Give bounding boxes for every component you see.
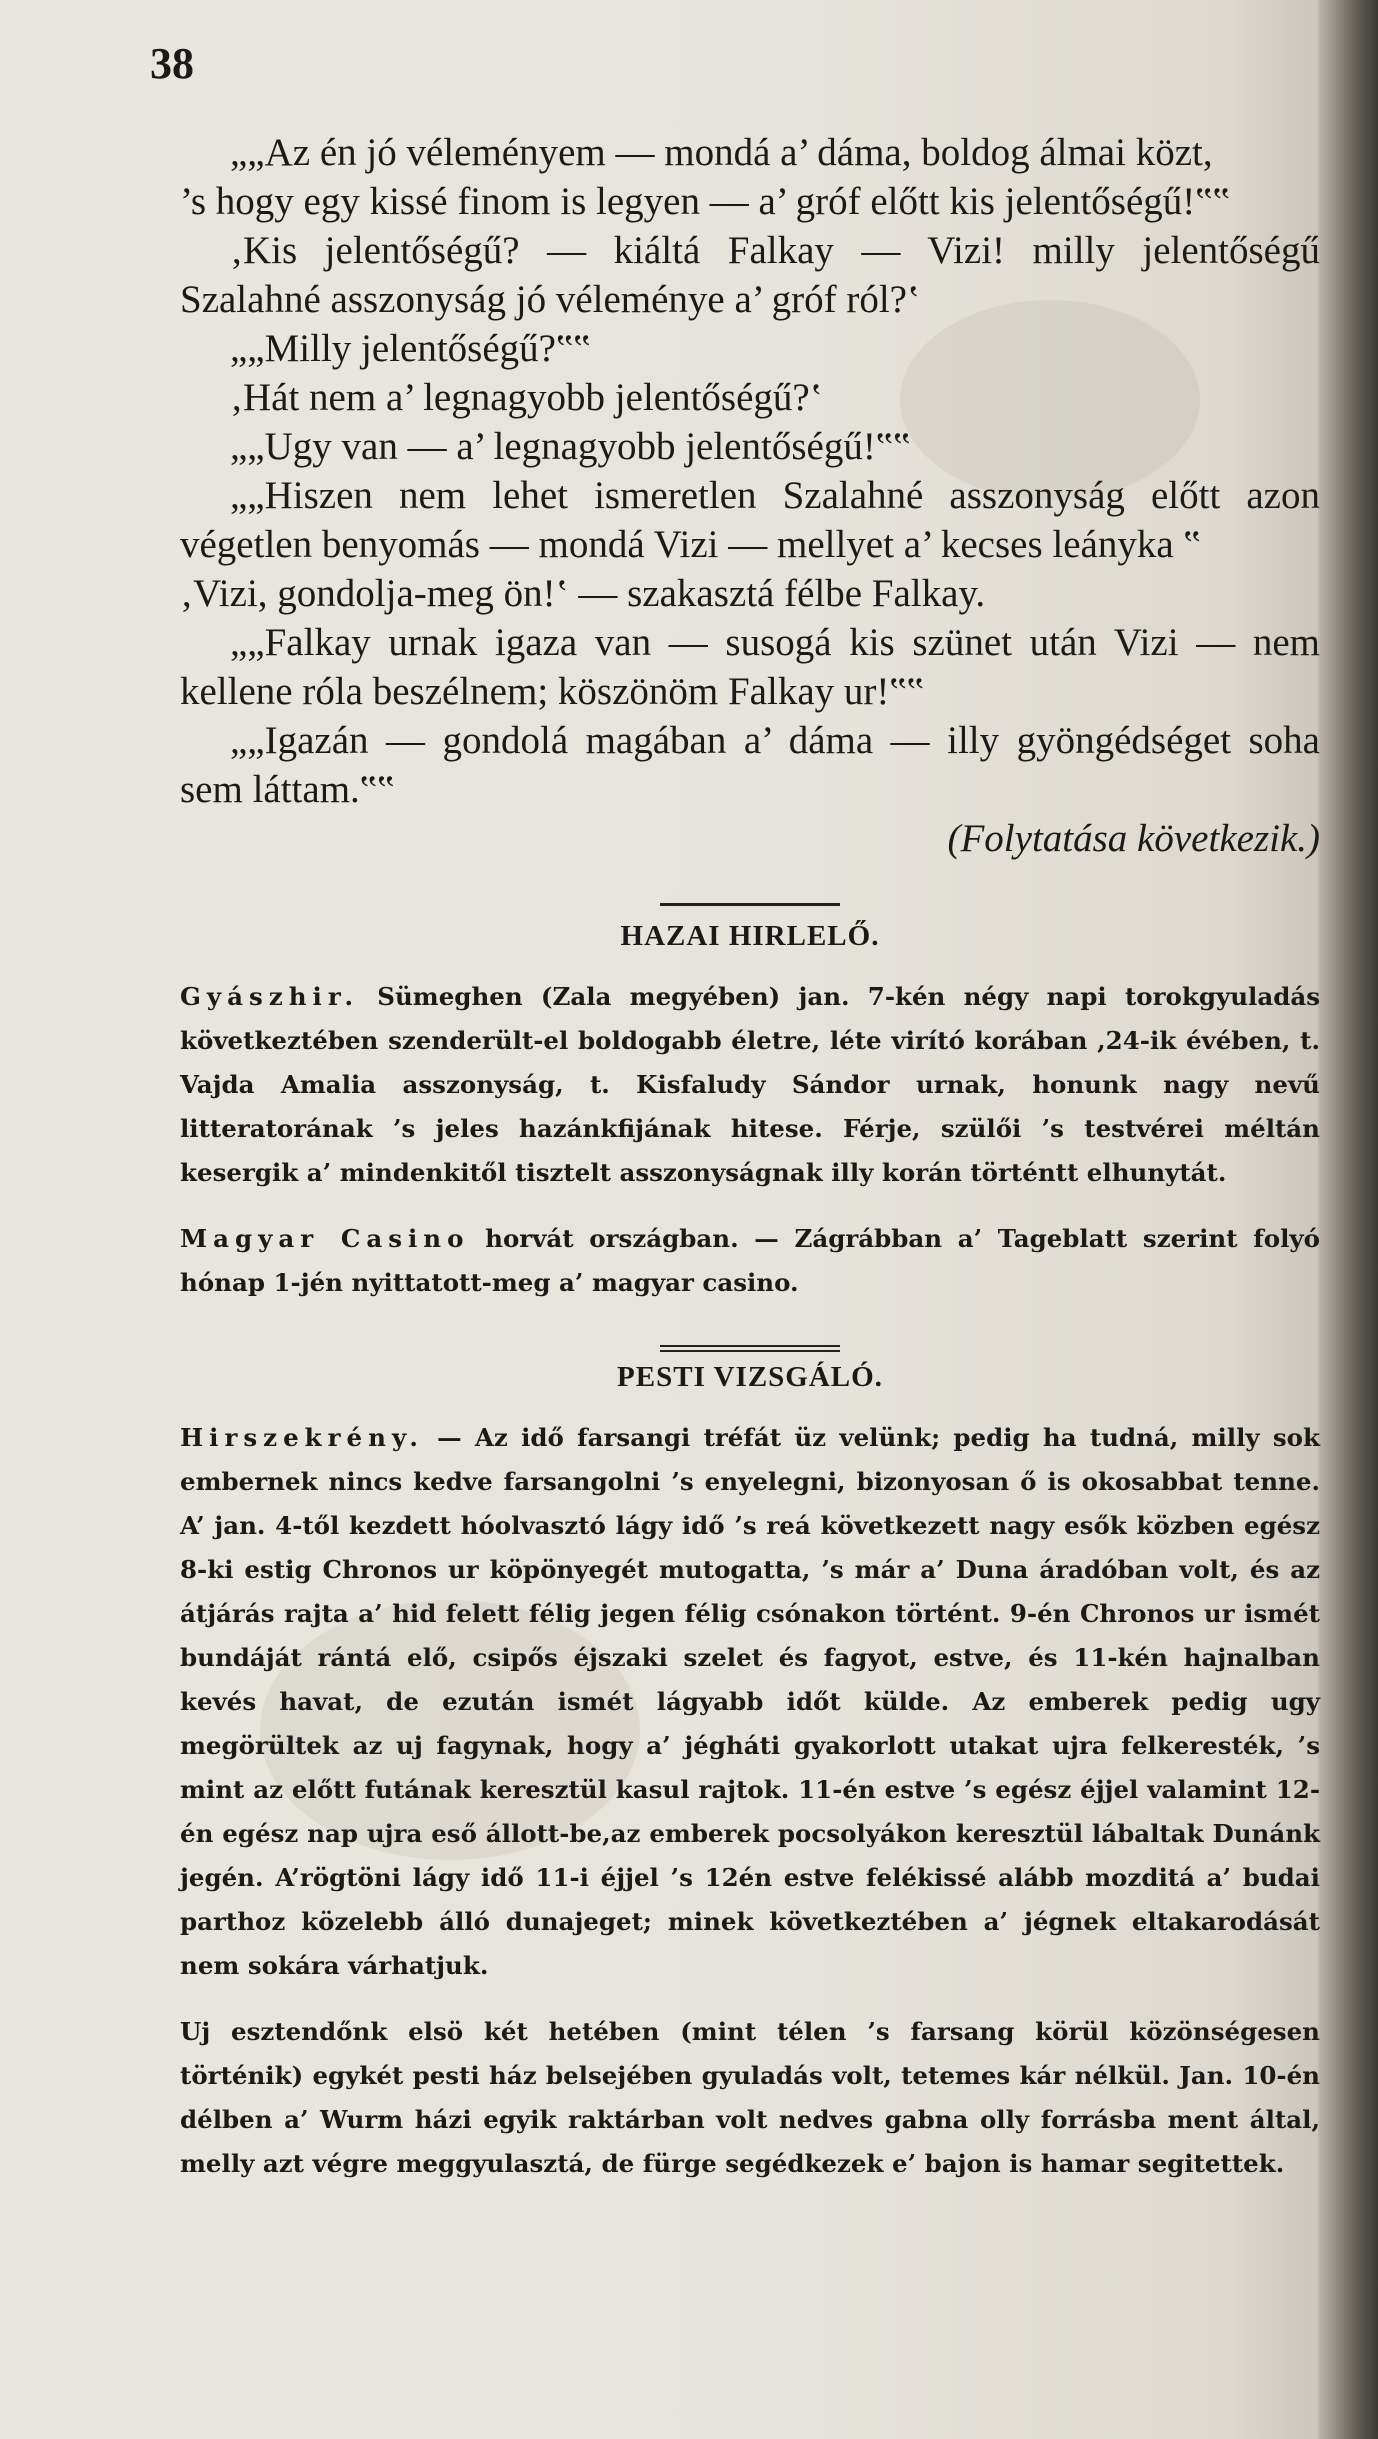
story-paragraph: „„Milly jelentőségű?‟‟	[230, 327, 591, 370]
story-paragraph: ’s hogy egy kissé finom is legyen — a’ gróf előtt kis jelentőségű!‟‟	[180, 180, 1230, 223]
news-item	[180, 975, 1320, 1195]
page-number: 38	[150, 39, 194, 88]
to-be-continued: (Folytatása következik.)	[947, 817, 1320, 860]
page-content	[180, 128, 1320, 2186]
news-item	[180, 1217, 1320, 1305]
story-paragraph: ‚Vizi, gondolja-meg ön!‛ — szakasztá félbe Falkay.	[180, 572, 986, 615]
story-section	[180, 128, 1320, 863]
news-text: Uj esztendőnk elsö két hetében (mint télen ’s farsang körül közönségesen történik) egykét pesti ház belsejében gyuladás volt, tetemes kár nélkül. Jan. 10-én délben a’ Wurm házi egyik raktárban volt nedves gabna olly forrásba ment által, melly azt végre meggyulasztá, de fürge segédkezek e’ bajon is hamar segitettek.	[180, 2017, 1320, 2178]
news-item	[180, 2010, 1320, 2186]
news-text: Sümeghen (Zala megyében) jan. 7-kén négy napi torokgyuladás következtében szenderült-el boldogabb életre, léte virító korában ,24-ik évében, t. Vajda Amalia asszonyság, t. Kisfaludy Sándor urnak, honunk nagy nevű litteratorának ’s jeles hazánkfijának hitese. Férje, szülői ’s testvérei méltán kesergik a’ mindenkitől tisztelt asszonyságnak illy korán történtt elhunytát.	[180, 982, 1320, 1187]
story-paragraph: „„Az én jó véleményem — mondá a’ dáma, boldog álmai közt,	[230, 131, 1213, 174]
section-title-hazai: HAZAI HIRLELŐ.	[620, 920, 880, 952]
news-lead: Hirszekrény.	[180, 1423, 424, 1452]
hazai-section	[180, 975, 1320, 1305]
news-lead: Magyar Casino	[180, 1224, 470, 1253]
story-paragraph: „„Hiszen nem lehet ismeretlen Szalahné asszonyság előtt azon végetlen benyomás — mondá Vizi — mellyet a’ kecses leányka ‟	[180, 474, 1320, 566]
news-text: — Az idő farsangi tréfát üz velünk; pedig ha tudná, milly sok embernek nincs kedve farsangolni ’s enyelegni, bizonyosan ő is okosabbat tenne. A’ jan. 4-től kezdett hóolvasztó lágy idő ’s reá következett nagy esők közben egész 8-ki estig Chronos ur köpönyegét mutogatta, ’s már a’ Duna áradóban volt, és az átjárás rajta a’ hid felett félig jegen félig csónakon történt. 9-én Chronos ur ismét bundáját rántá elő, csipős éjszaki szelet és fagyot, estve, és 11-kén hajnalban kevés havat, de ezután ismét lágyabb időt külde. Az emberek pedig ugy megörültek az uj fagynak, hogy a’ jégháti gyakorlott utakat ujra felkeresték, ’s mint az előtt futának keresztül kasul rajtok. 11-én estve ’s egész éjjel valamint 12-én egész nap ujra eső állott-be,az emberek pocsolyákon keresztül lábaltak Dunánk jegén. A’rögtöni lágy idő 11-i éjjel ’s 12én estve felékissé alább mozditá a’ budai parthoz közelebb álló dunajeget; minek következtében a’ jégnek eltakarodását nem sokára várhatjuk.	[180, 1423, 1320, 1980]
story-paragraph: „„Igazán — gondolá magában a’ dáma — illy gyöngédséget soha sem láttam.‟‟	[180, 719, 1320, 811]
story-paragraph: ‚Kis jelentőségű? — kiáltá Falkay — Vizi! milly jelentőségű Szalahné asszonyság jó véleménye a’ gróf ról?‛	[180, 229, 1320, 321]
section-divider	[660, 903, 840, 906]
pesti-section	[180, 1416, 1320, 2186]
news-lead: Gyászhir.	[180, 982, 360, 1011]
section-divider	[660, 1345, 840, 1347]
section-title-pesti: PESTI VIZSGÁLÓ.	[617, 1361, 883, 1393]
news-text: horvát országban. — Zágrábban a’ Tageblatt szerint folyó hónap 1-jén nyittatott-meg a’ magyar casino.	[180, 1224, 1320, 1297]
story-paragraph: ‚Hát nem a’ legnagyobb jelentőségű?‛	[230, 376, 823, 419]
book-edge-shadow	[1318, 0, 1378, 2439]
story-paragraph: „„Ugy van — a’ legnagyobb jelentőségű!‟‟	[230, 425, 911, 468]
news-item	[180, 1416, 1320, 1988]
story-paragraph: „„Falkay urnak igaza van — susogá kis szünet után Vizi — nem kellene róla beszélnem; köszönöm Falkay ur!‟‟	[180, 621, 1320, 713]
